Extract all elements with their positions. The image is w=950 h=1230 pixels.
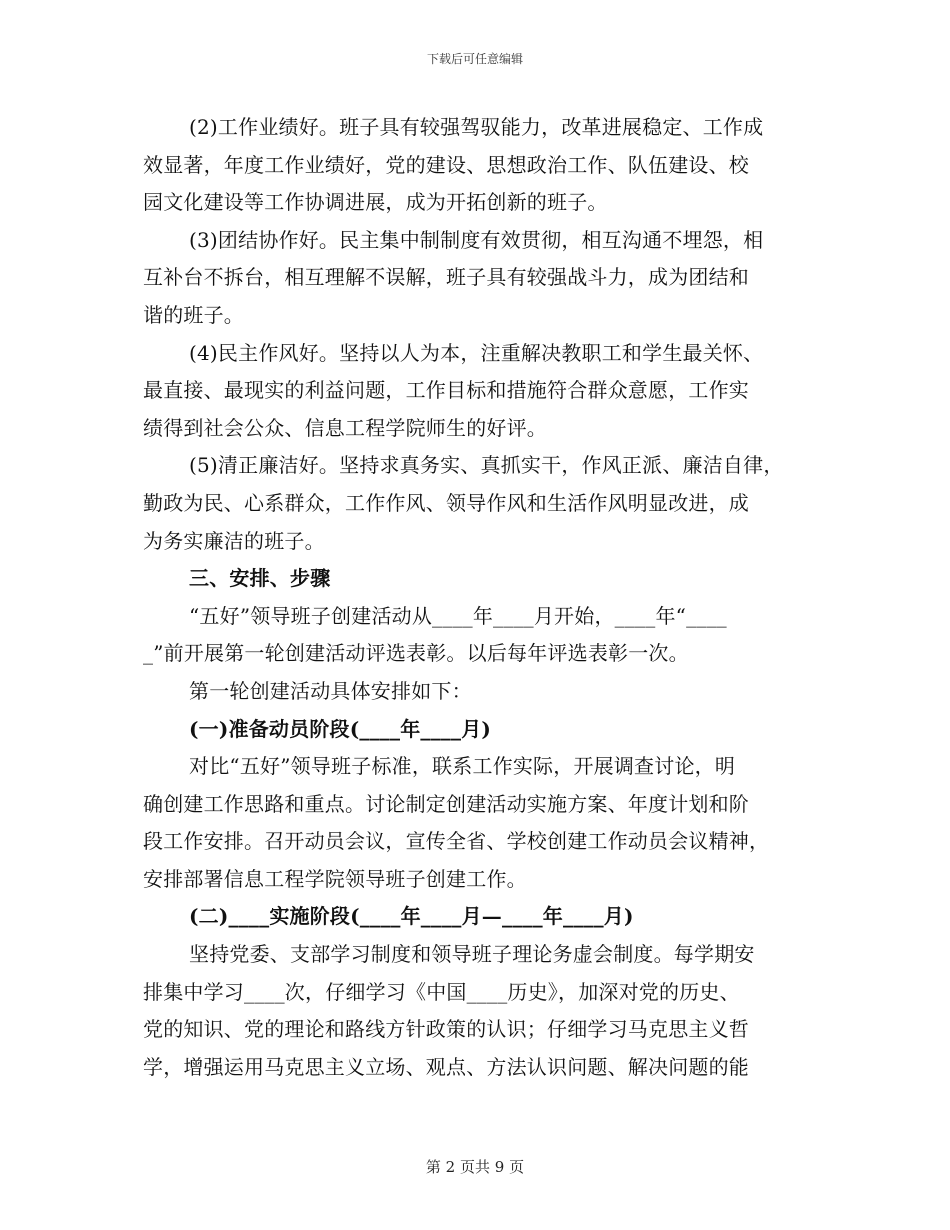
text-line: 第一轮创建活动具体安排如下： — [189, 678, 472, 703]
text-line: 效显著，年度工作业绩好，党的建设、思想政治工作、队伍建设、校 — [143, 152, 749, 177]
text-line: 勤政为民、心系群众，工作作风、领导作风和生活作风明显改进，成 — [143, 490, 749, 515]
text-line: 段工作安排。召开动员会议，宣传全省、学校创建工作动员会议精神， — [143, 829, 770, 854]
text-line: _”前开展第一轮创建活动评选表彰。以后每年评选表彰一次。 — [143, 641, 689, 666]
text-line: (2)工作业绩好。班子具有较强驾驭能力，改革进展稳定、工作成 — [189, 115, 764, 139]
text-line: 为务实廉洁的班子。 — [143, 528, 325, 553]
page-footer: 第 2 页共 9 页 — [425, 1158, 525, 1176]
text-line: 排集中学习____次，仔细学习《中国____历史》，加深对党的历史、 — [143, 979, 740, 1004]
text-line: 党的知识、党的理论和路线方针政策的认识；仔细学习马克思主义哲 — [143, 1017, 749, 1042]
text-line: 确创建工作思路和重点。讨论制定创建活动实施方案、年度计划和阶 — [143, 791, 749, 816]
text-line: 安排部署信息工程学院领导班子创建工作。 — [143, 866, 527, 891]
text-line: 绩得到社会公众、信息工程学院师生的好评。 — [143, 415, 547, 440]
text-line: 谐的班子。 — [143, 302, 244, 327]
section-heading: 三、安排、步骤 — [189, 566, 331, 591]
text-line: “五好”领导班子创建活动从____年____月开始，____年“____ — [189, 603, 727, 628]
section-heading: (一)准备动员阶段(____年____月) — [189, 716, 492, 741]
text-line: (5)清正廉洁好。坚持求真务实、真抓实干，作风正派、廉洁自律， — [189, 453, 784, 478]
text-line: 对比“五好”领导班子标准，联系工作实际，开展调查讨论，明 — [189, 754, 736, 779]
text-line: (4)民主作风好。坚持以人为本，注重解决教职工和学生最关怀、 — [189, 340, 764, 365]
page-header: 下载后可任意编辑 — [426, 52, 523, 66]
text-line: 最直接、最现实的利益问题，工作目标和措施符合群众意愿，工作实 — [143, 378, 749, 403]
text-line: 坚持党委、支部学习制度和领导班子理论务虚会制度。每学期安 — [189, 942, 755, 967]
section-heading: (二)____实施阶段(____年____月—____年____月) — [189, 904, 634, 929]
text-line: (3)团结协作好。民主集中制制度有效贯彻，相互沟通不埋怨，相 — [189, 227, 764, 252]
text-line: 互补台不拆台，相互理解不误解，班子具有较强战斗力，成为团结和 — [143, 265, 749, 290]
document-body — [143, 110, 823, 1084]
text-line: 学，增强运用马克思主义立场、观点、方法认识问题、解决问题的能 — [143, 1054, 749, 1079]
text-line: 园文化建设等工作协调进展，成为开拓创新的班子。 — [143, 190, 608, 215]
